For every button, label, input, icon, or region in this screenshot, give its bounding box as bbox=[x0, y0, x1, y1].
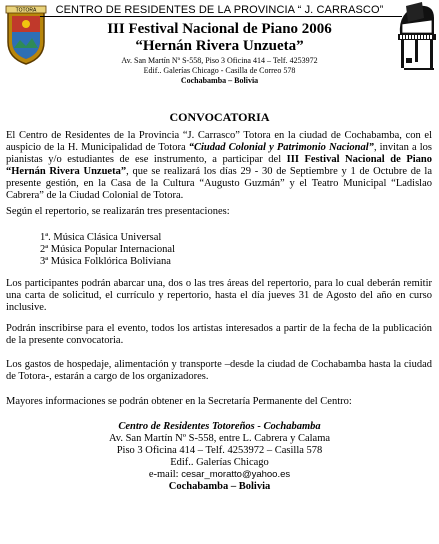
contact-block bbox=[0, 421, 439, 493]
city-line: Cochabamba – Bolivia bbox=[180, 76, 259, 85]
contact-address-line-2: Piso 3 Oficina 414 – Telf. 4253972 – Casilla 578 bbox=[116, 445, 323, 456]
paragraph-information: Mayores informaciones se podrán obtener en la Secretaría Permanente del Centro: bbox=[6, 396, 352, 407]
address-line-2: Edif.. Galerías Chicago - Casilla de Correo 578 bbox=[143, 66, 296, 75]
repertoire-list bbox=[40, 232, 175, 268]
organization-name: CENTRO DE RESIDENTES DE LA PROVINCIA “ J. CARRASCO” bbox=[55, 4, 384, 16]
list-item: 2ª Música Popular Internacional bbox=[40, 244, 175, 255]
festival-subtitle: “Hernán Rivera Unzueta” bbox=[135, 38, 304, 54]
paragraph-participation: Los participantes podrán abarcar una, dos o las tres áreas del repertorio, para lo cual deberán remitir una carta de solicitud, el currículo y repertorio, hasta el día jueves 31 de Agosto del año en curso inclusive. bbox=[6, 278, 432, 313]
contact-email-link[interactable]: cesar_moratto@yahoo.es bbox=[181, 469, 291, 480]
contact-email-line: e-mail: cesar_moratto@yahoo.es bbox=[148, 469, 291, 480]
document-heading: CONVOCATORIA bbox=[169, 110, 270, 124]
svg-text:TOTORA: TOTORA bbox=[15, 7, 37, 14]
grand-piano-icon bbox=[392, 0, 438, 74]
list-item: 3ª Música Folklórica Boliviana bbox=[40, 256, 171, 267]
paragraph-registration: Podrán inscribirse para el evento, todos los artistas interesados a partir de la fecha de la publicación de la presente convocatoria. bbox=[6, 323, 432, 346]
address-line-1: Av. San Martín Nº S-558, Piso 3 Oficina 414 – Telf. 4253972 bbox=[121, 56, 318, 65]
contact-address-line-3: Edif.. Galerías Chicago bbox=[170, 457, 269, 468]
festival-title: III Festival Nacional de Piano 2006 bbox=[107, 21, 332, 37]
paragraph-expenses: Los gastos de hospedaje, alimentación y transporte –desde la ciudad de Cochabamba hasta la ciudad de Totora-, estarán a cargo de los organizadores. bbox=[6, 359, 432, 382]
header-rule bbox=[40, 16, 402, 17]
paragraph-invitation: El Centro de Residentes de la Provincia “J. Carrasco” Totora en la ciudad de Cochabamba, con el auspicio de la H. Municipalidad de Totora “Ciudad Colonial y Patrimonio Nacional”, invitan a los pianistas y/o estudiantes de ese instrumento, a participar del III Festival Nacional de Piano “Hernán Rivera Unzueta”, que se realizará los días 29 - 30 de Septiembre y 1 de Octubre de la presente gestión, en la Casa de la Cultura “Augusto Guzmán” y el Teatro Municipal “Ladislao Cabrera” de la Ciudad Colonial de Totora. bbox=[6, 130, 433, 201]
paragraph-repertoire-intro: Según el repertorio, se realizarán tres presentaciones: bbox=[6, 206, 230, 217]
list-item: 1ª. Música Clásica Universal bbox=[40, 232, 162, 243]
contact-address-line-1: Av. San Martín Nº S-558, entre L. Cabrera y Calama bbox=[108, 433, 331, 444]
contact-city: Cochabamba – Bolivia bbox=[168, 481, 271, 492]
contact-organization: Centro de Residentes Totoreños - Cochabamba bbox=[118, 421, 321, 432]
letterhead bbox=[0, 0, 439, 96]
